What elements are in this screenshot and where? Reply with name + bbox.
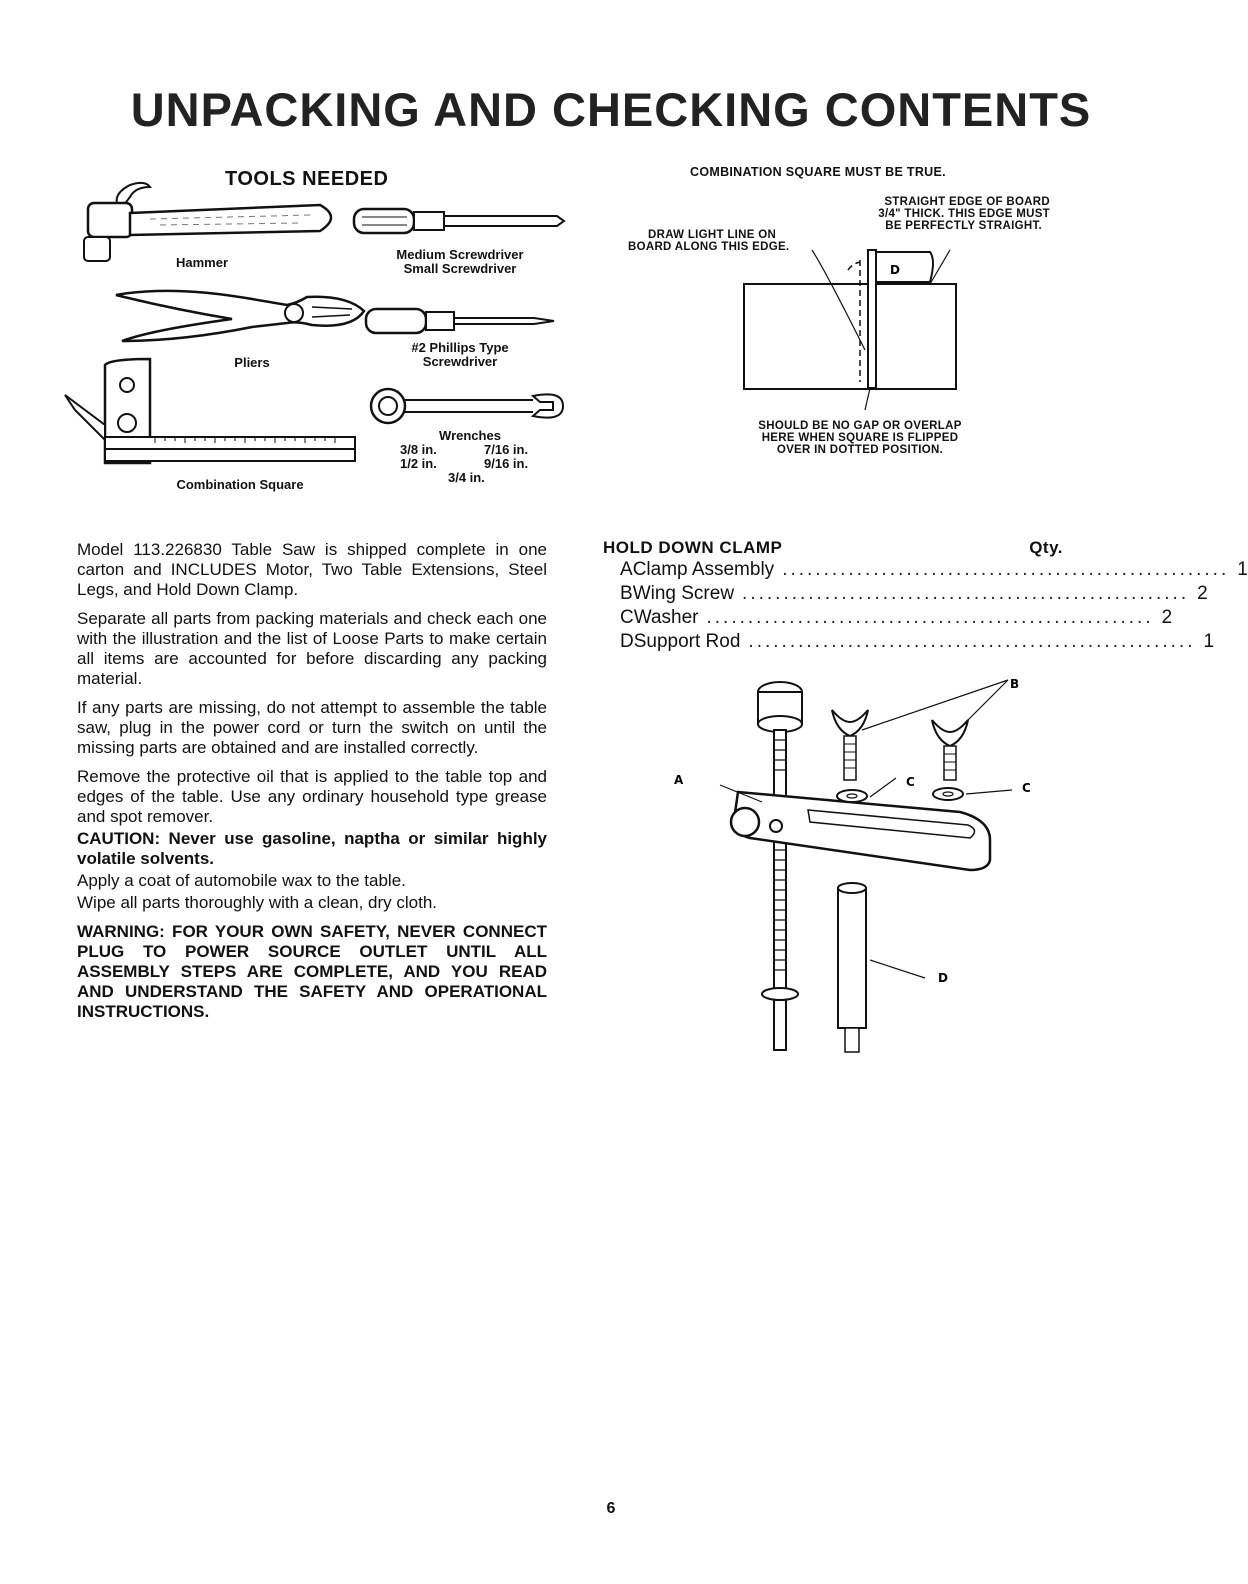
callout-c: C xyxy=(906,775,915,789)
phillips-label-1: #2 Phillips Type xyxy=(411,340,509,355)
warning-note: WARNING: FOR YOUR OWN SAFETY, NEVER CONNECT PLUG TO POWER SOURCE OUTLET UNTIL ALL ASSEMBLY STEPS ARE COMPLETE, AND YOU READ AND UNDERSTAND THE SAFETY AND OPERATIONAL INSTRUCTIONS. xyxy=(77,922,547,1021)
list-item xyxy=(603,606,1173,630)
square-check-diagram xyxy=(740,240,1000,400)
instructions-missing: If any parts are missing, do not attempt to assemble the table saw, plug in the power cord or turn the switch on until the missing parts are obtained and are installed correctly. xyxy=(77,698,547,757)
pliers-label: Pliers xyxy=(234,355,270,370)
list-item xyxy=(603,630,1215,654)
part-letter: B xyxy=(620,583,633,604)
leader-dots: ...................................................... xyxy=(748,631,1196,652)
draw-line-note-1: DRAW LIGHT LINE ON xyxy=(648,229,777,241)
wrench-size: 7/16 in. xyxy=(484,442,529,457)
straight-edge-note-2: 3/4" THICK. THIS EDGE MUST xyxy=(878,208,1050,220)
wrench-size: 9/16 in. xyxy=(484,456,529,471)
tools-heading: TOOLS NEEDED xyxy=(225,168,389,190)
wrench-size: 1/2 in. xyxy=(400,456,437,471)
caution-note: CAUTION: Never use gasoline, naptha or similar highly volatile solvents. xyxy=(77,829,547,868)
callout-b: B xyxy=(1010,677,1020,691)
gap-note-3: OVER IN DOTTED POSITION. xyxy=(776,444,944,456)
wrenches-label: Wrenches xyxy=(439,428,501,443)
straight-edge-note-3: BE PERFECTLY STRAIGHT. xyxy=(885,220,1042,232)
part-name: Wing Screw xyxy=(632,583,735,604)
part-qty: 2 xyxy=(1197,583,1208,604)
instructions-intro: Model 113.226830 Table Saw is shipped complete in one carton and INCLUDES Motor, Two Table Extensions, Steel Legs, and Hold Down Clamp. xyxy=(77,540,547,599)
page-title: UNPACKING AND CHECKING CONTENTS xyxy=(130,83,1092,136)
leader-dots: ...................................................... xyxy=(742,583,1190,604)
list-item xyxy=(603,582,1208,606)
hammer-label: Hammer xyxy=(175,255,229,270)
combination-square-label: Combination Square xyxy=(176,477,304,492)
instructions-oil: Remove the protective oil that is applied to the table top and edges of the table. Use any ordinary household type grease and spot remover. xyxy=(77,767,547,826)
part-qty: 1 xyxy=(1203,631,1215,652)
part-letter: C xyxy=(620,607,634,628)
list-item xyxy=(603,558,1248,582)
svg-text:D: D xyxy=(890,263,900,277)
hammer-icon xyxy=(80,175,340,265)
instructions-wipe: Wipe all parts thoroughly with a clean, dry cloth. xyxy=(77,893,438,912)
part-qty: 2 xyxy=(1161,607,1173,628)
instructions xyxy=(77,540,547,1031)
wrench-size: 3/4 in. xyxy=(448,470,485,485)
instructions-separate: Separate all parts from packing materials and check each one with the illustration and the list of Loose Parts to make certain all items are accounted for before discarding any packing material. xyxy=(77,609,547,688)
wrench-icon xyxy=(368,386,568,426)
gap-note-1: SHOULD BE NO GAP OR OVERLAP xyxy=(758,420,962,432)
callout-d: D xyxy=(938,971,948,985)
callout-c: C xyxy=(1022,781,1031,795)
hold-down-clamp-diagram xyxy=(674,670,1050,1060)
leader-dots: ...................................................... xyxy=(782,559,1230,580)
phillips-screwdriver-icon xyxy=(364,303,559,339)
phillips-label-2: Screwdriver xyxy=(422,354,498,369)
part-letter: D xyxy=(620,631,634,652)
square-check-title: COMBINATION SQUARE MUST BE TRUE. xyxy=(690,165,946,179)
screwdriver-label-small: Small Screwdriver xyxy=(403,261,517,276)
part-letter: A xyxy=(620,559,633,580)
callout-a: A xyxy=(674,773,684,787)
parts-list xyxy=(603,538,1248,654)
combination-square-icon xyxy=(65,355,365,465)
qty-heading: Qty. xyxy=(1029,538,1063,557)
screwdriver-label-medium: Medium Screwdriver xyxy=(396,247,524,262)
part-name: Washer xyxy=(633,607,699,628)
part-name: Support Rod xyxy=(633,631,741,652)
instructions-wax: Apply a coat of automobile wax to the table. xyxy=(77,871,406,890)
part-qty: 1 xyxy=(1237,559,1248,580)
leader-dots: ...................................................... xyxy=(706,607,1154,628)
parts-list-heading: HOLD DOWN CLAMP xyxy=(603,538,783,557)
part-name: Clamp Assembly xyxy=(632,559,775,580)
wrench-size: 3/8 in. xyxy=(400,442,437,457)
page-number: 6 xyxy=(606,1500,616,1517)
draw-line-note-2: BOARD ALONG THIS EDGE. xyxy=(628,241,790,253)
screwdriver-icon xyxy=(352,203,567,239)
gap-note-2: HERE WHEN SQUARE IS FLIPPED xyxy=(761,432,959,444)
straight-edge-note-1: STRAIGHT EDGE OF BOARD xyxy=(884,196,1050,208)
pliers-icon xyxy=(112,285,372,355)
